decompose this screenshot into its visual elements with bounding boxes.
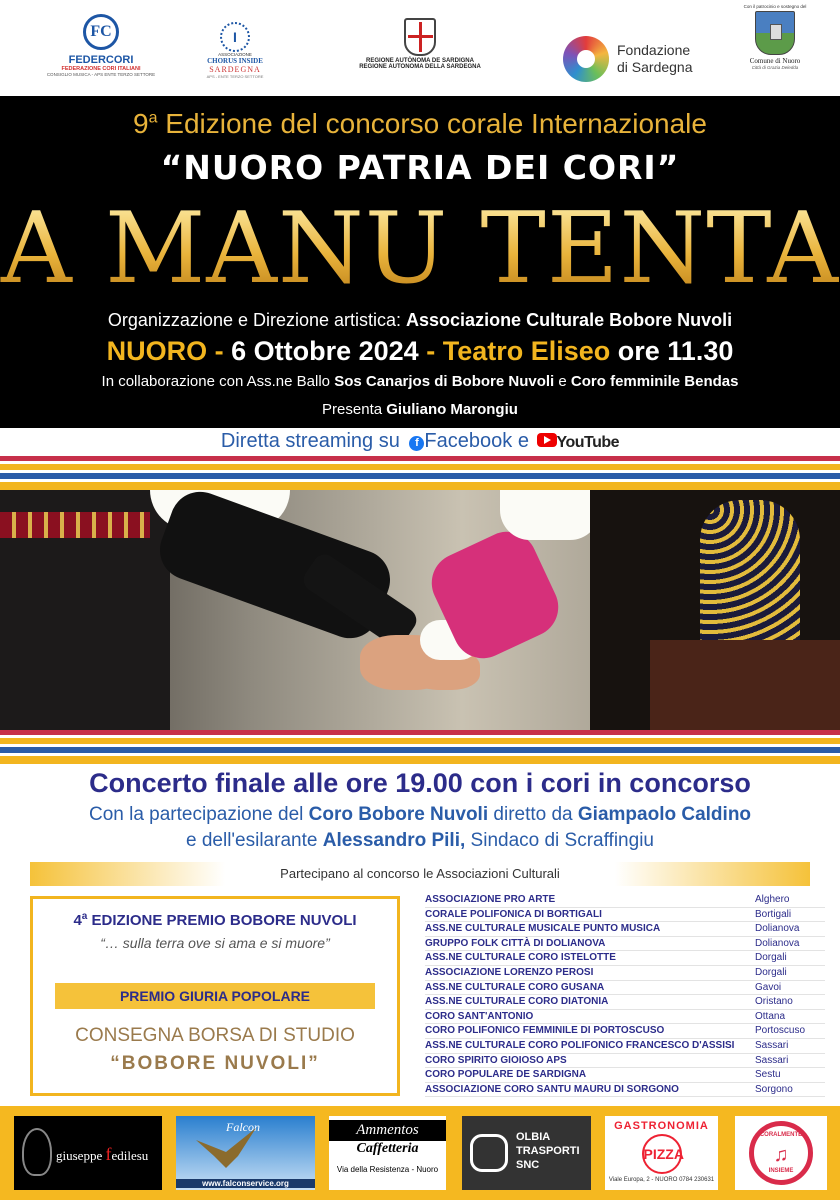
fedilesu-pre: giuseppe: [56, 1148, 106, 1163]
decorative-stripes-bottom: [0, 730, 840, 764]
list-item: [425, 1039, 825, 1054]
music-note-icon: ♫: [773, 1144, 789, 1166]
association-name: GRUPPO FOLK CITTÀ DI DOLIANOVA: [425, 937, 606, 949]
association-name: CORO POPULARE DE SARDIGNA: [425, 1069, 587, 1081]
association-name: ASSOCIAZIONE LORENZO PEROSI: [425, 966, 594, 978]
hands-photo: [0, 490, 840, 730]
date-day: 6 Ottobre 2024: [231, 336, 419, 366]
sponsor-falcon: [176, 1116, 315, 1190]
olbia-w1: OLBIA: [516, 1131, 551, 1143]
federcori-logo: [46, 14, 156, 77]
list-item: [425, 1068, 825, 1083]
premio-quote: “… sulla terra ove si ama e si muore”: [100, 935, 330, 951]
association-name: ASS.NE CULTURALE CORO ISTELOTTE: [425, 952, 616, 964]
streaming-pre: Diretta streaming su: [220, 430, 406, 452]
edition-line: [0, 108, 840, 140]
federcori-tiny: CONSIGLIO MUSICA - APS ENTE TERZO SETTORE: [46, 72, 156, 77]
sponsor-gastronomia: [605, 1116, 718, 1190]
regione-line1: REGIONE AUTÒNOMA DE SARDIGNA: [366, 58, 474, 64]
collab-mid: e: [554, 373, 571, 390]
fedilesu-accent: f: [105, 1144, 112, 1164]
falcon-head: Falcon: [226, 1120, 260, 1134]
list-item: [425, 1010, 825, 1025]
chorus-inside-logo: [190, 22, 280, 79]
sponsor-ammentos: [329, 1116, 446, 1190]
association-city: Sestu: [755, 1069, 781, 1081]
list-item: [425, 966, 825, 981]
federcori-name: FEDERCORI: [68, 54, 134, 66]
date-venue: Teatro Eliseo: [442, 336, 611, 366]
association-city: Sassari: [755, 1039, 789, 1051]
list-item: [425, 1024, 825, 1039]
face-outline-icon: [22, 1128, 52, 1176]
association-city: Dorgali: [755, 952, 787, 964]
olbia-words: [516, 1130, 580, 1172]
list-item: [425, 937, 825, 952]
date-city: NUORO: [106, 336, 208, 366]
chorus-mark: I: [220, 22, 250, 52]
association-city: Gavoi: [755, 981, 782, 993]
coralmente-ring-icon: [749, 1121, 813, 1185]
premio-borsa: “BOBORE NUVOLI”: [110, 1053, 320, 1074]
association-city: Alghero: [755, 894, 790, 905]
list-item: [425, 951, 825, 966]
sponsor-bar: [0, 1106, 840, 1200]
regione-shield-icon: [404, 18, 436, 56]
streaming-and: e: [512, 430, 535, 452]
regione-line2: REGIONE AUTONOMA DELLA SARDEGNA: [359, 64, 481, 70]
premio-box: [30, 896, 400, 1096]
association-name: CORALE POLIFONICA DI BORTIGALI: [425, 908, 602, 920]
gastronomia-pizza: PIZZA: [642, 1134, 682, 1174]
association-name: ASS.NE CULTURALE MUSICALE PUNTO MUSICA: [425, 923, 661, 935]
association-city: Dolianova: [755, 937, 800, 949]
concert-title: Concerto finale alle ore 19.00 con i cori in concorso: [89, 768, 751, 798]
association-city: Portoscuso: [755, 1025, 806, 1037]
gastronomia-address: Viale Europa, 2 - NUORO 0784 230631: [608, 1177, 715, 1183]
concert-line2: [0, 830, 840, 852]
association-name: ASSOCIAZIONE CORO SANTU MAURU DI SORGONO: [425, 1083, 679, 1095]
associations-list: [425, 893, 825, 1097]
fondazione-name: Fondazione di Sardegna: [617, 42, 693, 75]
presenter-pre: Presenta: [322, 401, 387, 418]
collab-group1: Sos Canarjos di Bobore Nuvoli: [334, 373, 555, 390]
fondazione-star-icon: [563, 36, 609, 82]
org-label: Organizzazione e Direzione artistica:: [107, 310, 407, 330]
association-city: Dorgali: [755, 966, 787, 978]
ammentos-type: Caffetteria: [356, 1141, 419, 1156]
association-name: CORO POLIFONICO FEMMINILE DI PORTOSCUSO: [425, 1025, 665, 1037]
concert-guest: Alessandro Pili,: [322, 830, 466, 851]
nuoro-crest-icon: [755, 11, 795, 55]
participants-title: Partecipano al concorso le Associazioni Culturali: [30, 862, 810, 886]
list-item: [425, 908, 825, 923]
concert-director: Giampaolo Caldino: [577, 804, 752, 825]
concert-l2-pre: e dell'esilarante: [186, 830, 323, 851]
streaming-line: [0, 428, 840, 456]
premio-title: [33, 911, 397, 929]
association-name: ASS.NE CULTURALE CORO GUSANA: [425, 981, 605, 993]
association-city: Oristano: [755, 996, 793, 1008]
chorus-tiny: APS - ENTE TERZO SETTORE: [206, 74, 264, 79]
regione-sardegna-logo: [355, 18, 485, 70]
fedilesu-post: edilesu: [111, 1148, 149, 1163]
coralmente-top: CORALMENTE: [759, 1132, 803, 1138]
facebook-icon: f: [409, 436, 424, 451]
association-city: Sassari: [755, 1054, 789, 1066]
premio-num: 4: [73, 912, 82, 929]
list-item: [425, 922, 825, 937]
olbia-w3: SNC: [516, 1159, 540, 1171]
nuoro-signature: Città di Grazia Deledda: [751, 65, 799, 70]
youtube-label[interactable]: YouTube: [556, 434, 620, 451]
list-item: [425, 893, 825, 908]
date-sep2: -: [418, 336, 443, 366]
olbia-w2: TRASPORTI: [516, 1145, 580, 1157]
edition-number: 9: [133, 108, 149, 139]
edition-text: Edizione del concorso corale Internazionale: [157, 108, 707, 139]
list-item: [425, 1054, 825, 1069]
concert-l1-mid: diretto da: [488, 804, 578, 825]
premio-consegna: CONSEGNA BORSA DI STUDIO: [75, 1025, 355, 1046]
fondazione-sardegna-logo: [563, 36, 693, 82]
association-name: CORO SANT'ANTONIO: [425, 1010, 534, 1022]
edition-sup: a: [148, 109, 158, 127]
concert-line1: [0, 804, 840, 826]
org-name: Associazione Culturale Bobore Nuvoli: [406, 310, 733, 330]
falcon-url[interactable]: www.falconservice.org: [176, 1179, 315, 1188]
list-item: [425, 1083, 825, 1098]
nuoro-patronage: Con il patrocinio e sostegno del: [743, 4, 807, 9]
nuoro-name: Comune di Nuoro: [749, 57, 801, 65]
presenter-line: [0, 401, 840, 418]
olbia-mark-icon: [470, 1134, 508, 1172]
association-city: Bortigali: [755, 908, 792, 920]
federcori-mark: FC: [83, 14, 119, 50]
header-panel: [0, 96, 840, 428]
collaboration-line: [0, 373, 840, 390]
association-name: CORO SPIRITO GIOIOSO APS: [425, 1054, 567, 1066]
concert-l2-post: Sindaco di Scraffingiu: [465, 830, 654, 851]
youtube-icon: [537, 433, 557, 447]
association-name: ASSOCIAZIONE PRO ARTE: [425, 894, 556, 905]
premio-sup: a: [81, 911, 88, 922]
gastronomia-title: GASTRONOMIA: [614, 1120, 709, 1132]
sponsor-olbia-trasporti: [462, 1116, 591, 1190]
collab-group2: Coro femminile Bendas: [570, 373, 739, 390]
chorus-pre: ASSOCIAZIONE: [218, 52, 252, 57]
association-name: ASS.NE CULTURALE CORO DIATONIA: [425, 996, 609, 1008]
sponsor-fedilesu: [14, 1116, 162, 1190]
association-city: Ottana: [755, 1010, 786, 1022]
chorus-region: SARDEGNA: [209, 65, 261, 74]
collab-pre: In collaborazione con Ass.ne Ballo: [101, 373, 335, 390]
logo-bar: [0, 0, 840, 96]
association-city: Dolianova: [755, 923, 800, 935]
date-sep1: -: [207, 336, 232, 366]
premio-text: EDIZIONE PREMIO BOBORE NUVOLI: [87, 912, 357, 929]
coralmente-bottom: INSIEME: [768, 1168, 794, 1174]
main-title: A MANU TENTA: [1, 192, 839, 306]
ammentos-address: Via della Resistenza - Nuoro: [336, 1165, 439, 1174]
sponsor-coralmente: [735, 1116, 827, 1190]
association-city: Sorgono: [755, 1083, 793, 1095]
association-name: ASS.NE CULTURALE CORO POLIFONICO FRANCESCO D'ASSISI: [425, 1039, 735, 1051]
date-line: [0, 336, 840, 367]
concert-l1-pre: Con la partecipazione del: [88, 804, 309, 825]
facebook-label[interactable]: Facebook: [424, 430, 513, 452]
date-time: ore 11.30: [610, 336, 734, 366]
organization-line: [0, 310, 840, 331]
ammentos-name: Ammentos: [329, 1120, 446, 1141]
premio-giuria: PREMIO GIURIA POPOLARE: [55, 983, 375, 1009]
concert-choir: Coro Bobore Nuvoli: [308, 804, 489, 825]
contest-name: “NUORO PATRIA DEI CORI”: [160, 148, 680, 187]
comune-nuoro-logo: [730, 4, 820, 70]
chorus-name: CHORUS INSIDE: [207, 57, 263, 65]
federcori-sub: FEDERAZIONE CORI ITALIANI: [61, 66, 141, 72]
presenter-name: Giuliano Marongiu: [386, 401, 518, 418]
list-item: [425, 981, 825, 996]
decorative-stripes-top: [0, 456, 840, 490]
sponsor-fedilesu-name: [56, 1144, 148, 1165]
list-item: [425, 995, 825, 1010]
